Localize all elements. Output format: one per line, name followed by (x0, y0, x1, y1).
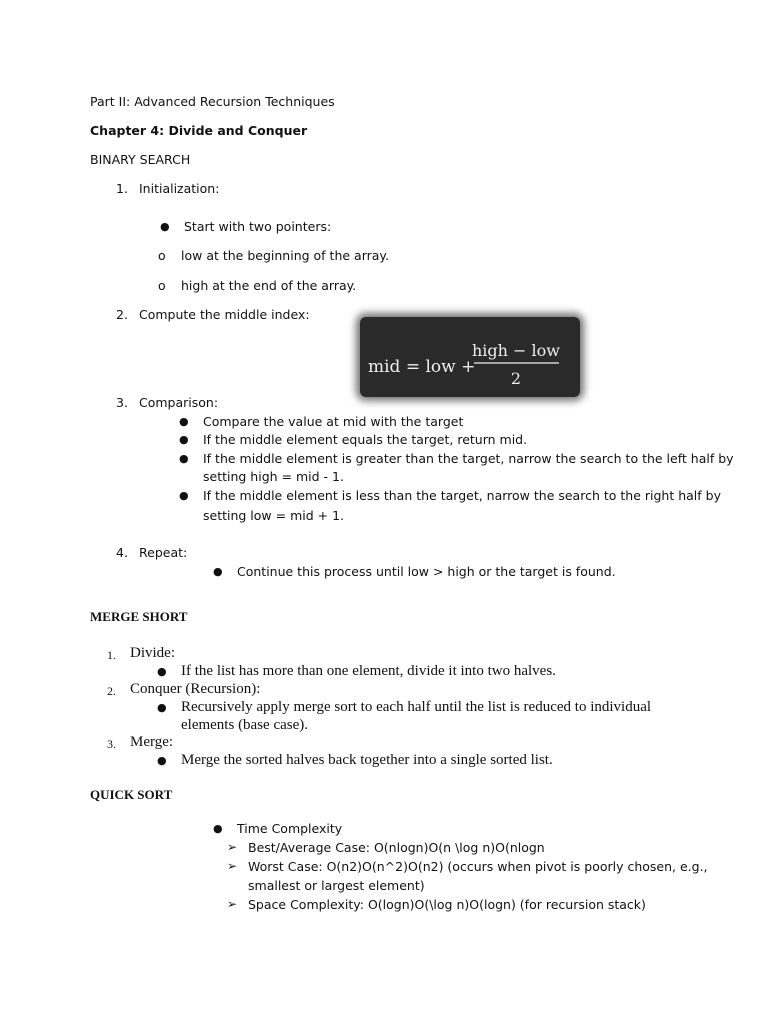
step-label-compute-middle: Compute the middle index: (139, 307, 310, 322)
list-item: Best/Average Case: O(nlogn)O(n \log n)O(nlogn (248, 840, 545, 855)
list-item: high at the end of the array. (181, 278, 357, 293)
formula-svg (360, 317, 580, 397)
list-item-continuation: setting low = mid + 1. (203, 508, 345, 523)
bullet-icon: ● (179, 433, 189, 446)
step-number: 1. (107, 648, 116, 662)
chapter-title: Chapter 4: Divide and Conquer (90, 123, 308, 138)
step-label-divide: Divide: (130, 645, 175, 661)
step-label-repeat: Repeat: (139, 545, 188, 560)
sub-bullet-marker: o (158, 278, 166, 293)
step-number: 2. (116, 307, 128, 322)
bullet-icon: ● (179, 415, 189, 428)
list-item: Space Complexity: O(logn)O(\log n)O(logn) (for recursion stack) (248, 897, 646, 912)
formula-denominator: 2 (510, 369, 522, 388)
quick-sort-heading: QUICK SORT (90, 787, 173, 802)
list-item: Recursively apply merge sort to each half until the list is reduced to individual (181, 699, 652, 715)
binary-search-heading: BINARY SEARCH (90, 152, 191, 167)
list-item: If the middle element is greater than the target, narrow the search to the left half by (203, 451, 734, 466)
list-item-continuation: elements (base case). (181, 717, 309, 733)
list-item: Compare the value at mid with the target (203, 414, 464, 429)
bullet-icon: ● (157, 665, 167, 678)
step-number: 2. (107, 684, 116, 698)
bullet-icon: ● (157, 701, 167, 714)
formula-numerator: high − low (472, 341, 560, 360)
bullet-icon: ● (157, 754, 167, 767)
list-item: If the list has more than one element, divide it into two halves. (181, 663, 556, 679)
sub-bullet-marker: o (158, 248, 166, 263)
list-item: Merge the sorted halves back together into a single sorted list. (181, 752, 553, 768)
bullet-icon: ● (160, 220, 170, 233)
list-item: If the middle element is less than the target, narrow the search to the right half by (203, 488, 721, 503)
list-item-continuation: setting high = mid - 1. (203, 469, 344, 484)
formula-lhs: mid = low + (368, 357, 476, 377)
formula-image (360, 317, 580, 397)
arrow-bullet-icon: ➢ (227, 840, 238, 854)
list-item: If the middle element equals the target, return mid. (203, 432, 528, 447)
arrow-bullet-icon: ➢ (227, 859, 238, 873)
list-item: Start with two pointers: (184, 219, 332, 234)
bullet-icon: ● (179, 489, 189, 502)
step-number: 3. (107, 737, 116, 751)
list-item: Time Complexity (237, 821, 343, 836)
step-label-initialization: Initialization: (139, 181, 220, 196)
arrow-bullet-icon: ➢ (227, 897, 238, 911)
bullet-icon: ● (213, 565, 223, 578)
list-item: Worst Case: O(n2)O(n^2)O(n2) (occurs when pivot is poorly chosen, e.g., (248, 859, 708, 874)
list-item: low at the beginning of the array. (181, 248, 389, 263)
step-number: 1. (116, 181, 128, 196)
step-label-merge: Merge: (130, 734, 174, 750)
part-title: Part II: Advanced Recursion Techniques (90, 94, 335, 109)
list-item-continuation: smallest or largest element) (248, 878, 425, 893)
step-label-conquer: Conquer (Recursion): (130, 681, 261, 697)
step-label-comparison: Comparison: (139, 395, 219, 410)
step-number: 4. (116, 545, 128, 560)
bullet-icon: ● (213, 822, 223, 835)
step-number: 3. (116, 395, 128, 410)
bullet-icon: ● (179, 452, 189, 465)
list-item: Continue this process until low > high or the target is found. (237, 564, 616, 579)
merge-sort-heading: MERGE SHORT (90, 609, 188, 624)
